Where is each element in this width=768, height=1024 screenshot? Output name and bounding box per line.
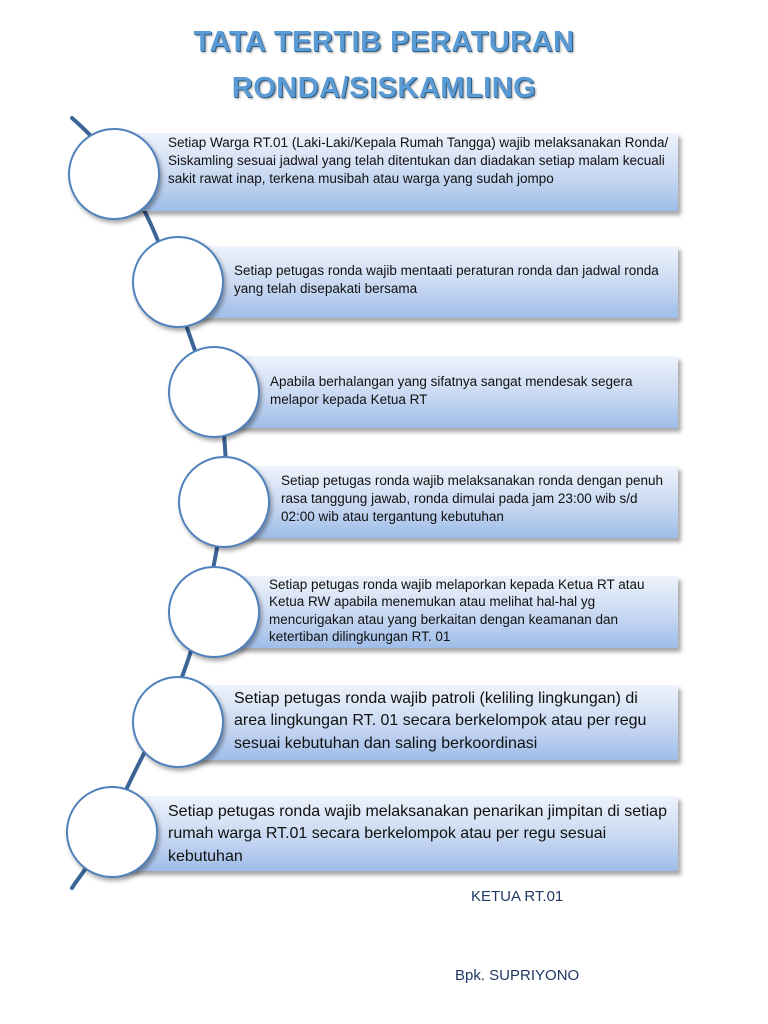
rule-box-5 [212, 576, 678, 648]
rule-marker-4 [178, 456, 270, 548]
page-title-line-2: RONDA/SISKAMLING [231, 72, 537, 104]
rule-box-3 [212, 356, 678, 428]
rule-text-5: Setiap petugas ronda wajib melaporkan kepada Ketua RT atau Ketua RW apabila menemukan atau melihat hal-hal yg mencurigakan atau yang berkaitan dengan keamanan dan ketertiban dilingkungan RT. 01 [269, 577, 645, 644]
rule-text-6: Setiap petugas ronda wajib patroli (keliling lingkungan) di area lingkungan RT. 01 secara berkelompok atau per regu sesuai kebutuhan dan saling berkoordinasi [234, 690, 647, 752]
rule-box-1 [110, 133, 678, 211]
rule-box-6 [180, 685, 678, 760]
rule-box-7 [112, 796, 678, 871]
rule-marker-2 [132, 236, 224, 328]
page-title-line-1: TATA TERTIB PERATURAN [193, 26, 575, 58]
rule-text-7: Setiap petugas ronda wajib melaksanakan penarikan jimpitan di setiap rumah warga RT.01 secara berkelompok atau per regu sesuai kebutuhan [168, 803, 667, 865]
rule-box-2 [180, 246, 678, 318]
rule-text-3: Apabila berhalangan yang sifatnya sangat mendesak segera melapor kepada Ketua RT [270, 374, 633, 408]
rule-text-4: Setiap petugas ronda wajib melaksanakan ronda dengan penuh rasa tanggung jawab, ronda dimulai pada jam 23:00 wib s/d 02:00 wib atau tergantung kebutuhan [281, 473, 664, 525]
signature-name: Bpk. SUPRIYONO [455, 967, 580, 984]
rule-box-4 [225, 466, 678, 538]
rule-marker-1 [68, 128, 160, 220]
rule-marker-7 [66, 786, 158, 878]
rule-marker-5 [168, 566, 260, 658]
rule-marker-6 [132, 676, 224, 768]
signature-role: KETUA RT.01 [471, 888, 564, 905]
rule-text-1: Setiap Warga RT.01 (Laki-Laki/Kepala Rumah Tangga) wajib melaksanakan Ronda/ Siskamling sesuai jadwal yang telah ditentukan dan diadakan setiap malam kecuali sakit rawat inap, terkena musibah atau warga yang sudah jompo [168, 135, 669, 187]
rule-text-2: Setiap petugas ronda wajib mentaati peraturan ronda dan jadwal ronda yang telah disepakati bersama [234, 263, 659, 297]
rule-marker-3 [168, 346, 260, 438]
